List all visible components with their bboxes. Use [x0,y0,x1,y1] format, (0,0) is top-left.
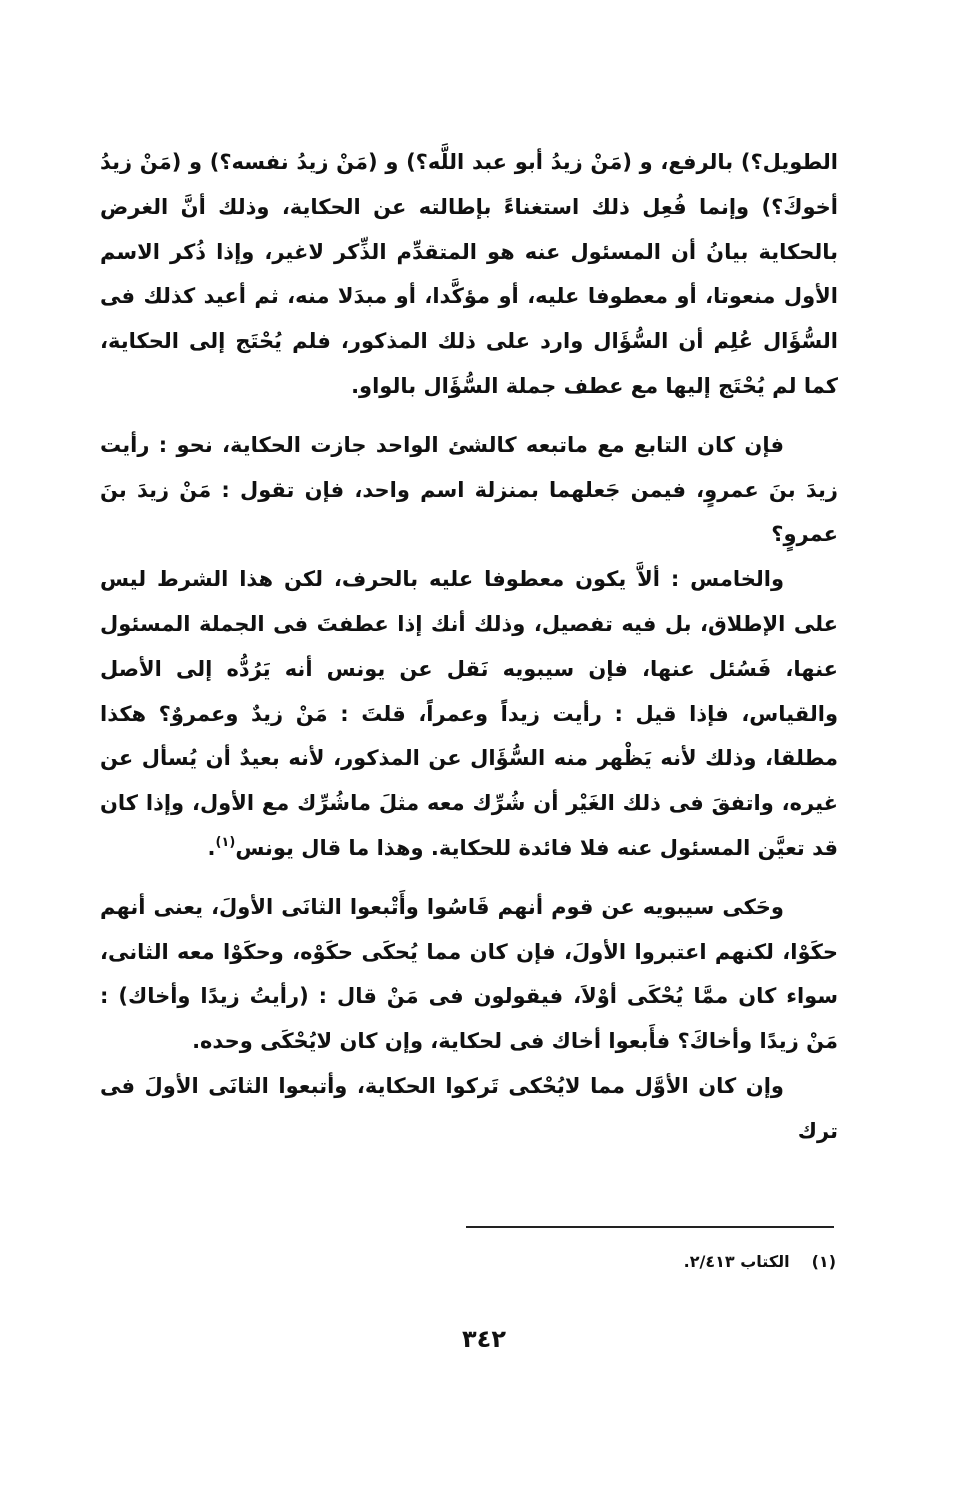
footnote [684,1250,836,1274]
footnote-divider [466,1226,834,1228]
page-number: ٣٤٢ [462,1325,506,1353]
footnote-reference: (١) [215,834,236,850]
paragraph-1: الطويل؟) بالرفع، و (مَنْ زيدُ أبو عبد اللَّه؟) و (مَنْ زيدُ نفسه؟) و (مَنْ زيدُ أخوكَ؟) وإنما فُعِل ذلك استغناءً بإطالته عن الحكاية، وذلك أنَّ الغرض بالحكاية بيانُ أن المسئول عنه هو المتقدِّم الذِّكر لاغير، وإذا ذُكر الاسم الأول منعوتا، أو معطوفا عليه، أو مؤكَّدا، أو مبدَلا منه، ثم أعيد كذلك فى السُّؤَال عُلِم أن السُّؤَال وارد على ذلك المذكور، فلم يُحْتَج إلى الحكاية، كما لم يُحْتَج إليها مع عطف جملة السُّؤَال بالواو. [100,150,838,398]
footnote-marker: (١) [811,1252,836,1271]
paragraph-2: فإن كان التابع مع ماتبعه كالشئ الواحد جازت الحكاية، نحو : رأيت زيدَ بنَ عمروٍ، فيمن جَعلهما بمنزلة اسم واحد، فإن تقول : مَنْ زيدَ بنَ عمروٍ؟ [100,432,838,547]
footnote-text: الكتاب ٢/٤١٣. [683,1252,790,1271]
paragraph-3 [100,557,838,871]
paragraph-4: وحَكى سيبويه عن قوم أنهم قَاسُوا وأَتْبعوا الثانَى الأولَ، يعنى أنهم حكَوْا، لكنهم اعتبروا الأولَ، فإن كان مما يُحكَى حكَوْه، وحكَوْا معه الثانى، سواء كان ممَّا يُحْكَى أوْلاَ، فيقولون فى مَنْ قال : (رأيتُ زيدًا وأخاك) : مَنْ زيدًا وأخاكَ؟ فأَبعوا أخاك فى لحكاية، وإن كان لايُحْكَى وحده. [100,894,838,1054]
main-text [100,140,838,1154]
paragraph-5: وإن كان الأوَّل مما لايُحْكى تَركوا الحكاية، وأتبعوا الثانَى الأولَ فى ترك [100,1073,838,1143]
paragraph-3-text: والخامس : ألاَّ يكون معطوفا عليه بالحرف، لكن هذا الشرط ليس على الإطلاق، بل فيه تفصيل، وذلك أنك إذا عطفتَ فى الجملة المسئول عنها، فَسُئل عنها، فإن سيبويه نَقل عن يونس أنه يَرُدُّه إلى الأصل والقياس، فإذا قيل : رأيت زيداً وعمراً، قلتَ : مَنْ زيدٌ وعمروٌ؟ هكذا مطلقا، وذلك لأنه يَظْهر منه السُّؤَال عن المذكور، لأنه بعيدٌ أن يُسأل عن غيره، واتفقَ فى ذلك الغَيْر أن شُرِّك معه مثلَ ماشُرِّك مع الأول، وإذا كان قد تعيَّن المسئول عنه فلا فائدة للحكاية. وهذا ما قال يونس [100,567,838,860]
paragraph-3-end: . [207,835,216,860]
